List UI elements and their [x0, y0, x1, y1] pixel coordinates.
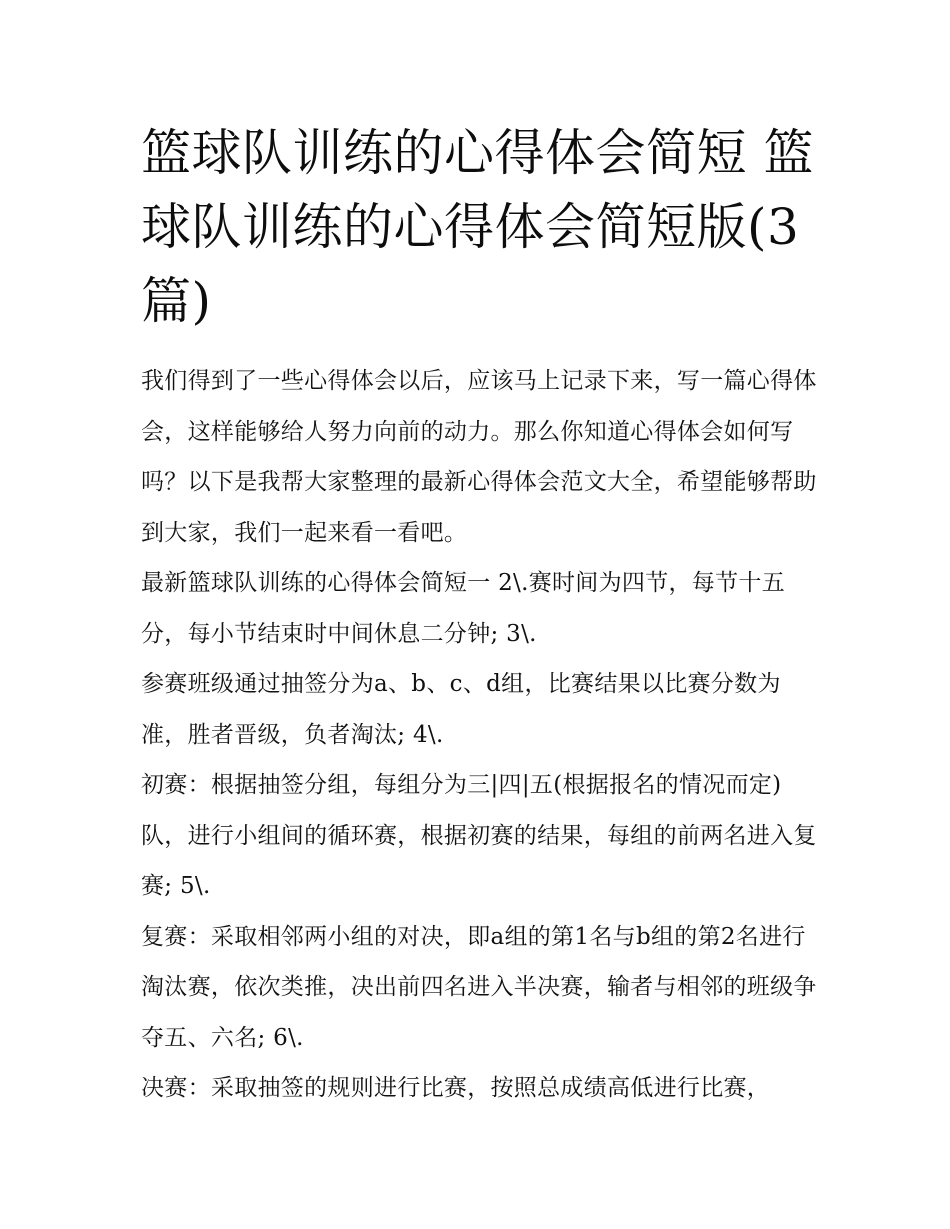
paragraph-rule-second-round: 复赛：采取相邻两小组的对决，即a组的第1名与b组的第2名进行淘汰赛，依次类推，决出前四名进入半决赛，输者与相邻的班级争夺五、六名; 6\. [141, 923, 817, 1051]
document-title: 篮球队训练的心得体会简短 篮球队训练的心得体会简短版(3篇) [141, 124, 814, 330]
paragraph-rule-match-time: 最新篮球队训练的心得体会简短一 2\.赛时间为四节，每节十五分，每小节结束时中间休息二分钟; 3\. [141, 570, 786, 647]
paragraph-rule-groups: 参赛班级通过抽签分为a、b、c、d组，比赛结果以比赛分数为准，胜者晋级，负者淘汰; 4\. [141, 671, 781, 748]
paragraph-rule-final: 决赛：采取抽签的规则进行比赛，按照总成绩高低进行比赛， [141, 1075, 771, 1101]
document-body [141, 356, 817, 1114]
paragraph-intro: 我们得到了一些心得体会以后，应该马上记录下来，写一篇心得体会，这样能够给人努力向前的动力。那么你知道心得体会如何写吗？以下是我帮大家整理的最新心得体会范文大全，希望能够帮助到大家，我们一起来看一看吧。 [141, 368, 817, 546]
paragraph-rule-preliminary: 初赛：根据抽签分组，每组分为三|四|五(根据报名的情况而定)队，进行小组间的循环赛，根据初赛的结果，每组的前两名进入复赛; 5\. [141, 772, 817, 899]
